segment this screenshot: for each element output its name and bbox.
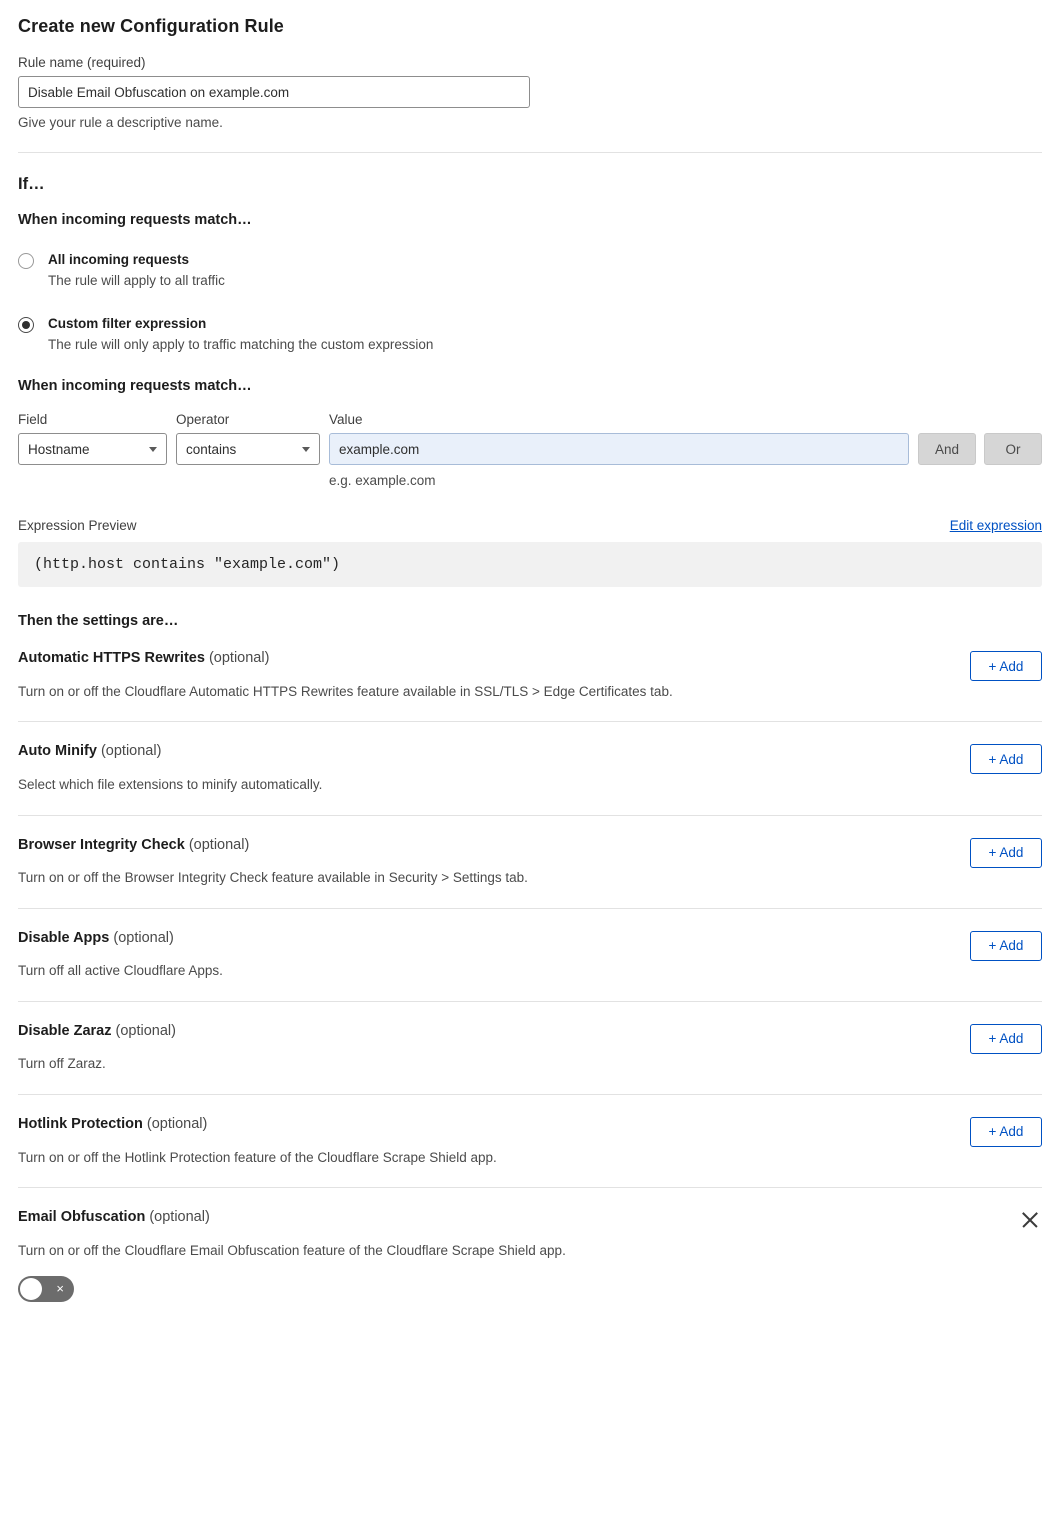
remove-setting-close-icon[interactable]	[1018, 1208, 1042, 1232]
expression-preview-label: Expression Preview	[18, 518, 137, 534]
radio-description: The rule will apply to all traffic	[48, 273, 225, 289]
email-obfuscation-toggle[interactable]	[18, 1276, 74, 1302]
setting-title	[18, 649, 950, 669]
and-button[interactable]: And	[918, 433, 976, 465]
radio-indicator[interactable]	[18, 253, 34, 269]
radio-custom-filter-expression[interactable]	[18, 314, 1042, 356]
value-label: Value	[329, 412, 363, 428]
rule-name-label: Rule name (required)	[18, 55, 146, 70]
setting-name: Browser Integrity Check	[18, 836, 185, 853]
setting-description: Turn off all active Cloudflare Apps.	[18, 963, 223, 979]
settings-list	[18, 629, 1042, 1322]
operator-select-value: contains	[186, 441, 237, 457]
edit-expression-link[interactable]: Edit expression	[949, 518, 1042, 534]
expression-preview-header	[18, 518, 1042, 533]
setting-row	[18, 909, 1042, 1002]
then-settings-heading: Then the settings are…	[18, 613, 179, 630]
or-button[interactable]: Or	[984, 433, 1042, 465]
radio-indicator[interactable]	[18, 317, 34, 333]
setting-description: Turn on or off the Hotlink Protection feature of the Cloudflare Scrape Shield app.	[18, 1149, 497, 1165]
field-select[interactable]	[18, 433, 167, 465]
setting-row	[18, 629, 1042, 722]
add-setting-button[interactable]: + Add	[970, 744, 1042, 774]
page-title: Create new Configuration Rule	[18, 16, 284, 36]
match-heading: When incoming requests match…	[18, 212, 252, 228]
setting-row	[18, 816, 1042, 909]
builder-heading: When incoming requests match…	[18, 378, 252, 395]
rule-name-group	[18, 55, 1042, 130]
setting-name: Automatic HTTPS Rewrites	[18, 650, 205, 667]
if-section-heading: If…	[18, 175, 45, 193]
setting-description: Turn off Zaraz.	[18, 1056, 106, 1072]
operator-select[interactable]	[176, 433, 320, 465]
add-setting-button[interactable]: + Add	[970, 651, 1042, 681]
logic-buttons	[918, 412, 1042, 465]
rule-name-input[interactable]	[18, 76, 530, 108]
match-options	[18, 250, 1042, 356]
setting-title	[18, 1208, 998, 1228]
radio-description: The rule will only apply to traffic matching the custom expression	[48, 337, 434, 353]
setting-row	[18, 722, 1042, 815]
setting-description: Turn on or off the Cloudflare Email Obfuscation feature of the Cloudflare Scrape Shield app.	[18, 1242, 566, 1258]
setting-title	[18, 1022, 950, 1042]
setting-optional: (optional)	[149, 1209, 210, 1226]
setting-description: Select which file extensions to minify automatically.	[18, 777, 323, 793]
setting-optional: (optional)	[146, 1115, 208, 1132]
rule-name-help: Give your rule a descriptive name.	[18, 115, 223, 130]
radio-label: Custom filter expression	[48, 316, 207, 332]
operator-label: Operator	[176, 412, 230, 428]
setting-name: Hotlink Protection	[18, 1115, 143, 1132]
divider	[18, 152, 1042, 153]
radio-all-incoming-requests[interactable]	[18, 250, 1042, 292]
setting-optional: (optional)	[100, 743, 162, 760]
add-setting-button[interactable]: + Add	[970, 1024, 1042, 1054]
setting-name: Disable Apps	[18, 929, 110, 946]
add-setting-button[interactable]: + Add	[970, 1117, 1042, 1147]
setting-title	[18, 929, 950, 949]
toggle-off-icon: ×	[56, 1281, 64, 1297]
add-setting-button[interactable]: + Add	[970, 931, 1042, 961]
setting-description: Turn on or off the Cloudflare Automatic HTTPS Rewrites feature available in SSL/TLS > Edge Certificates tab.	[18, 683, 673, 699]
field-column	[18, 412, 167, 465]
value-input[interactable]	[329, 433, 909, 465]
setting-row	[18, 1095, 1042, 1188]
chevron-down-icon	[149, 447, 157, 452]
setting-row	[18, 1002, 1042, 1095]
setting-title	[18, 1115, 950, 1135]
toggle-knob	[20, 1278, 42, 1300]
chevron-down-icon	[302, 447, 310, 452]
add-setting-button[interactable]: + Add	[970, 838, 1042, 868]
radio-label: All incoming requests	[48, 252, 190, 267]
operator-column	[176, 412, 320, 465]
setting-name: Email Obfuscation	[18, 1209, 146, 1226]
setting-description: Turn on or off the Browser Integrity Check feature available in Security > Settings tab.	[18, 870, 528, 886]
field-select-value: Hostname	[28, 441, 90, 457]
setting-title	[18, 742, 950, 762]
setting-optional: (optional)	[115, 1022, 176, 1039]
setting-name: Disable Zaraz	[18, 1022, 112, 1039]
setting-title	[18, 836, 950, 856]
setting-row-email-obfuscation	[18, 1188, 1042, 1322]
field-label: Field	[18, 412, 48, 428]
value-hint: e.g. example.com	[329, 473, 436, 489]
value-column	[329, 412, 909, 488]
setting-name: Auto Minify	[18, 743, 97, 760]
setting-optional: (optional)	[208, 650, 270, 667]
expression-preview-text: (http.host contains "example.com")	[18, 542, 1042, 587]
expression-builder	[18, 412, 1042, 488]
setting-optional: (optional)	[188, 836, 250, 853]
setting-optional: (optional)	[113, 929, 174, 946]
